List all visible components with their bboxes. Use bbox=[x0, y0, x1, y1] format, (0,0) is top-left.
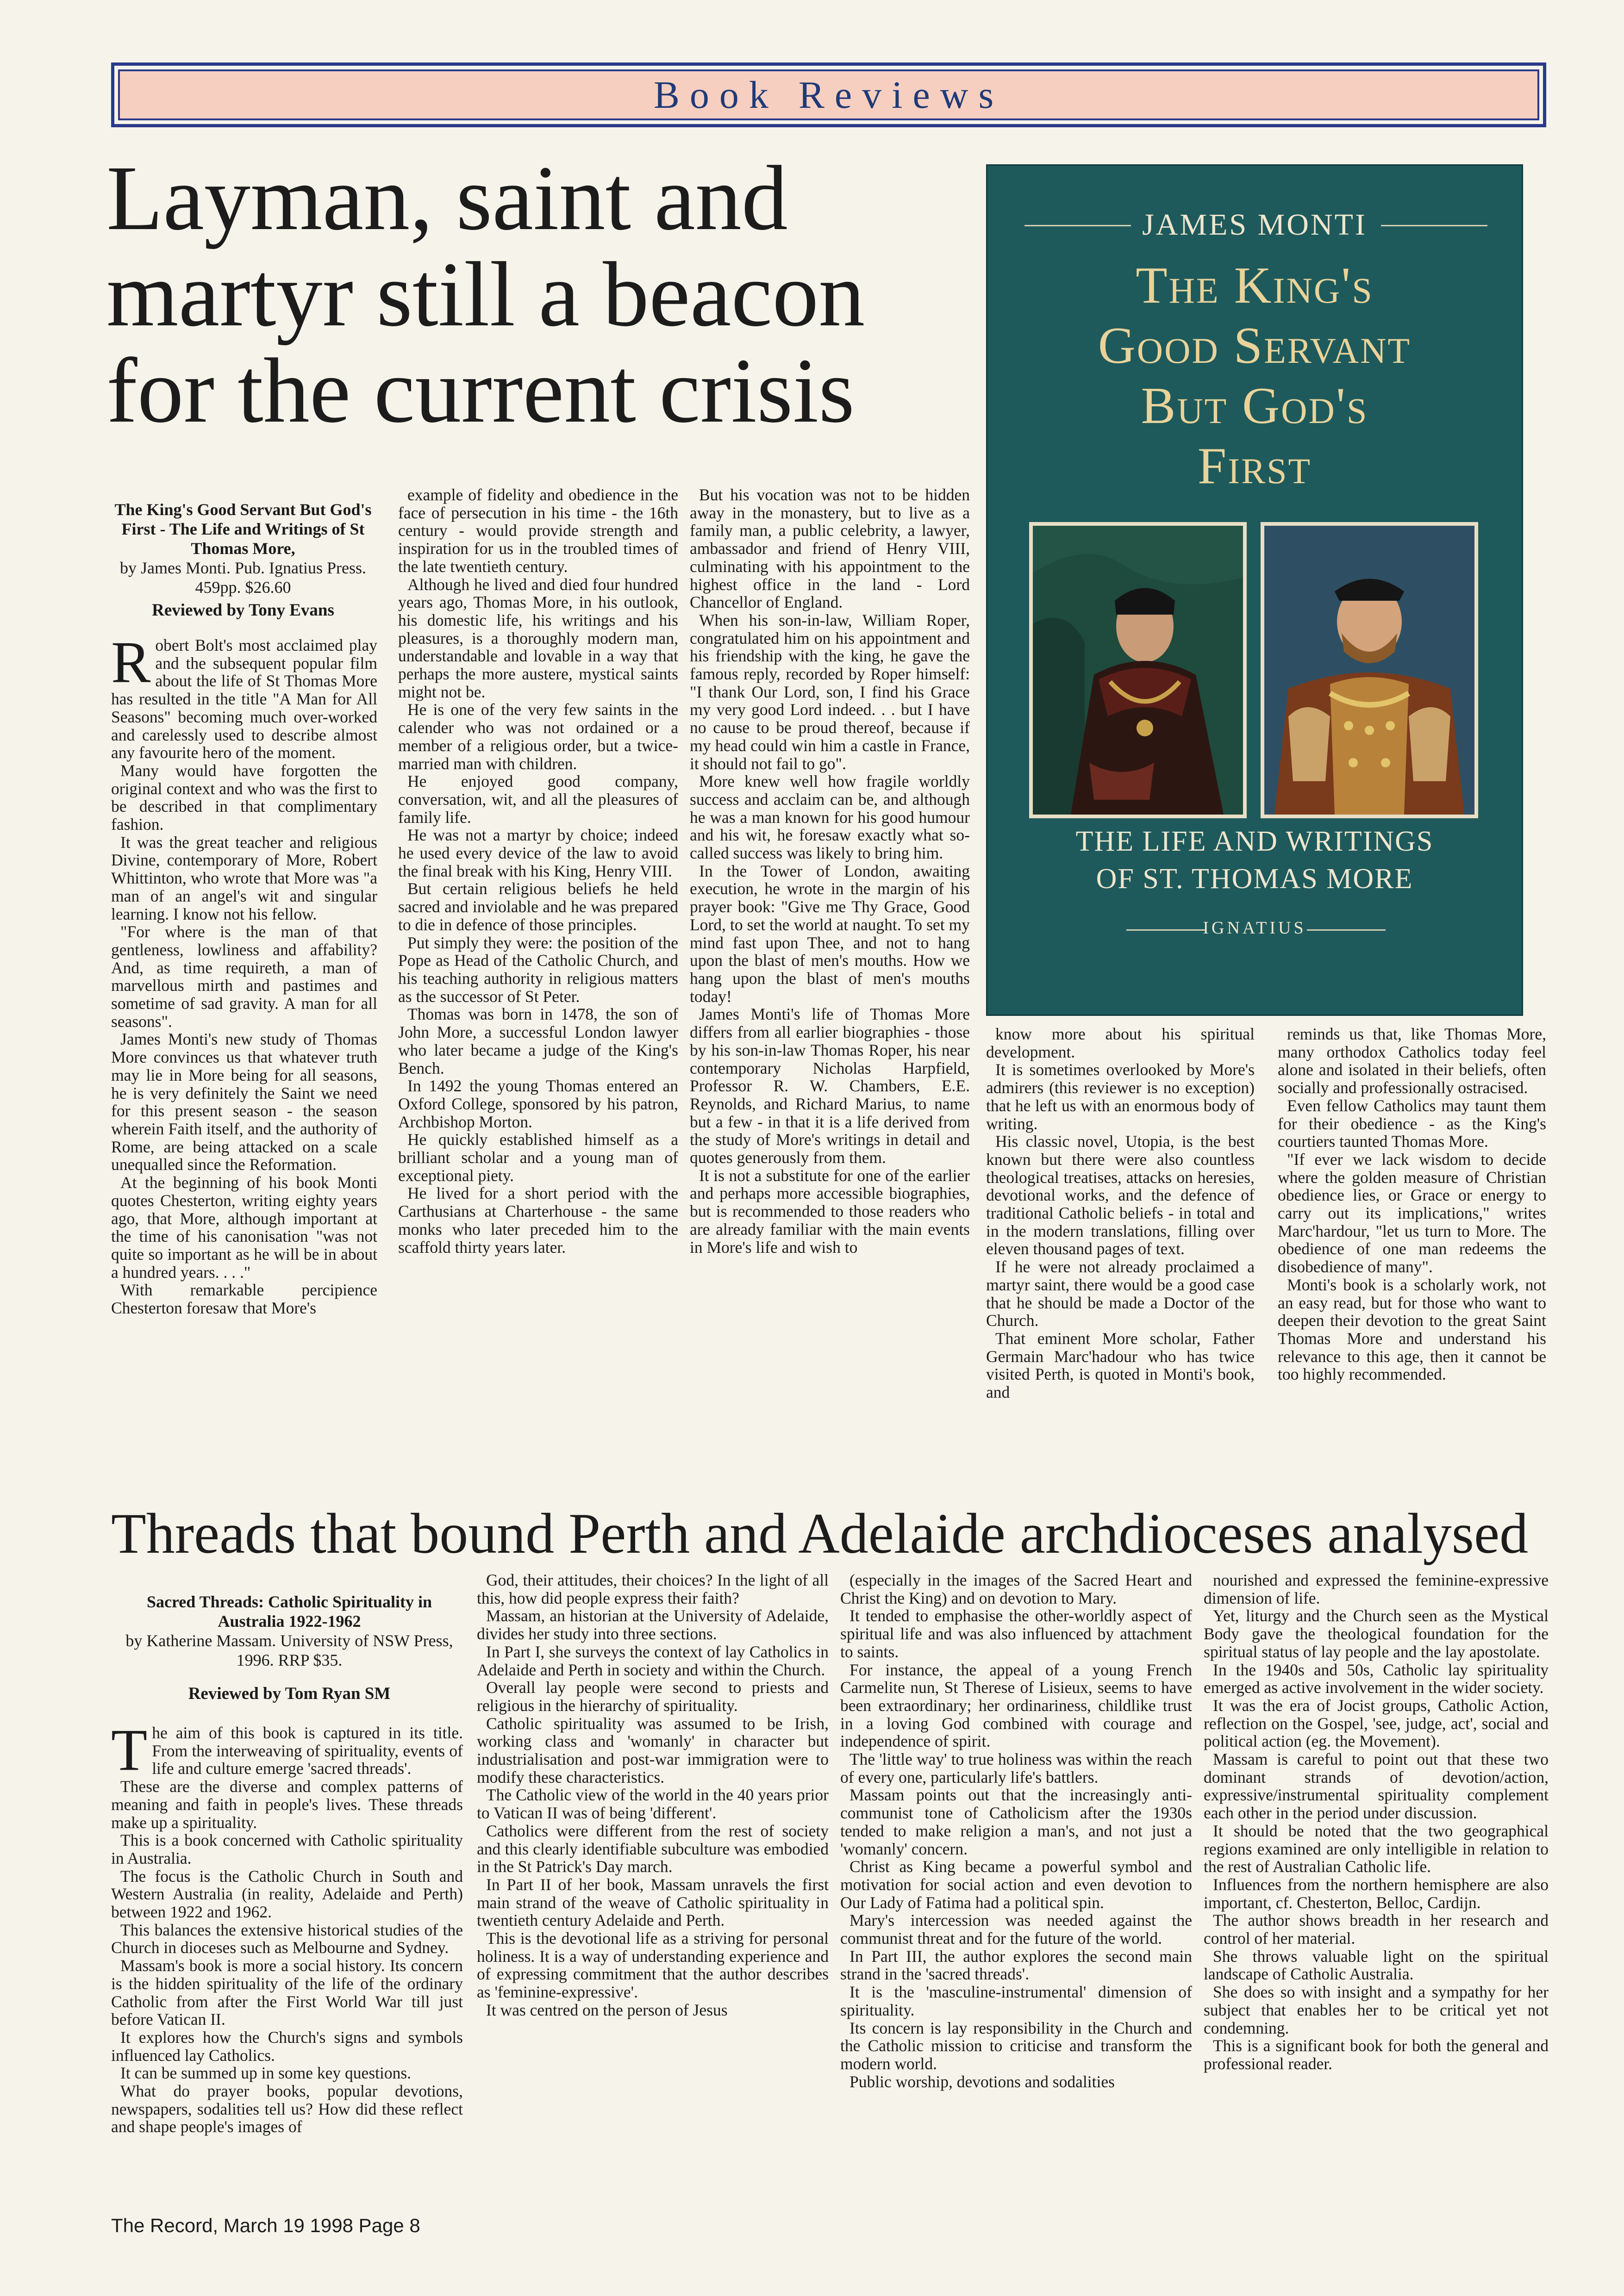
review1-column-4 bbox=[986, 1025, 1255, 1472]
paragraph: The Catholic view of the world in the 40 years prior to Vatican II was of being 'different'. bbox=[477, 1786, 829, 1823]
paragraph: It tended to emphasise the other-worldly aspect of spiritual life and was also influenced by attachment to saints. bbox=[840, 1606, 1192, 1661]
paragraph: God, their attitudes, their choices? In the light of all this, how did people express their faith? bbox=[477, 1571, 829, 1607]
review2-book-info bbox=[113, 1592, 465, 1704]
paragraph: Massam's book is more a social history. Its concern is the hidden spirituality of the life of the ordinary Catholic from after the First World War till just before Vatican II. bbox=[111, 1956, 463, 2029]
paragraph: She throws valuable light on the spiritual landscape of Catholic Australia. bbox=[1204, 1947, 1549, 1984]
paragraph: It explores how the Church's signs and symbols influenced lay Catholics. bbox=[111, 2028, 463, 2065]
review1-reviewer: Reviewed by Tony Evans bbox=[152, 600, 334, 620]
paragraph: "If ever we lack wisdom to decide where the golden measure of Christian obedience lies, or Grace or energy to carry out its implications," writes Marc'hardour, "let us turn to More. The obedience of one man redeems the disobedience of many". bbox=[1278, 1150, 1546, 1276]
cover-subtitle-line: THE LIFE AND WRITINGS bbox=[1075, 826, 1434, 857]
review1-column-1 bbox=[111, 636, 377, 1472]
paragraph: Public worship, devotions and sodalities bbox=[849, 2072, 1115, 2091]
paragraph: Overall lay people were second to priests and religious in the hierarchy of spirituality. bbox=[477, 1678, 829, 1715]
paragraph: reminds us that, like Thomas More, many orthodox Catholics today feel alone and isolated in their beliefs, often socially and professionally ostracised. bbox=[1278, 1025, 1546, 1097]
paragraph: It was centred on the person of Jesus bbox=[486, 2000, 728, 2019]
paragraph: Yet, liturgy and the Church seen as the Mystical Body gave the theological foundation for the spiritual status of lay people and the lay apostolate. bbox=[1204, 1606, 1549, 1661]
page-footer: The Record, March 19 1998 Page 8 bbox=[111, 2215, 420, 2236]
paragraph: Massam, an historian at the University of Adelaide, divides her study into three sections. bbox=[477, 1606, 829, 1643]
paragraph: It is sometimes overlooked by More's admirers (this reviewer is no exception) that he left us with an enormous body of writing. bbox=[986, 1060, 1255, 1133]
paragraph: It was the great teacher and religious Divine, contemporary of More, Robert Whittinton, who wrote that More was "a man of an angel's wit and singular learning. I know not his fellow. bbox=[111, 833, 377, 923]
cover-title bbox=[987, 256, 1522, 497]
paragraph: Robert Bolt's most acclaimed play and the subsequent popular film about the life of St Thomas More has resulted in the title "A Man for All Seasons" becoming much over-worked and carelessly used to describe almost any favourite hero of the moment. bbox=[111, 636, 377, 762]
paragraph: Even fellow Catholics may taunt them for their obedience - as the King's courtiers taunted Thomas More. bbox=[1278, 1096, 1546, 1151]
paragraph: He lived for a short period with the Carthusians at Charterhouse - the same monks who later preceded him to the scaffold thirty years later. bbox=[398, 1184, 678, 1257]
paragraph: (especially in the images of the Sacred Heart and Christ the King) and on devotion to Mary. bbox=[840, 1571, 1192, 1607]
review2-reviewer: Reviewed by Tom Ryan SM bbox=[188, 1684, 391, 1704]
paragraph: He is one of the very few saints in the calender who was not ordained or a member of a religious order, but a twice-married man with children. bbox=[398, 700, 678, 773]
paragraph: Massam points out that the increasingly anti-communist tone of Catholicism after the 1930s tended to make religion a man's, and not just a 'womanly' concern. bbox=[840, 1786, 1192, 1858]
paragraph: In Part II of her book, Massam unravels the first main strand of the weave of Catholic spirituality in twentieth century Adelaide and Perth. bbox=[477, 1875, 829, 1930]
review2-column-3 bbox=[840, 1571, 1192, 2194]
review1-column-2 bbox=[398, 486, 678, 1472]
paragraph: know more about his spiritual development. bbox=[986, 1025, 1255, 1061]
paragraph: James Monti's new study of Thomas More convinces us that whatever truth may lie in More being for all seasons, he is very definitely the Saint we need for this present season - the season wherein Faith itself, and the authority of Rome, are being attacked on a scale unequalled since the Reformation. bbox=[111, 1030, 377, 1174]
paragraph: More knew well how fragile worldly success and acclaim can be, and although he was a man known for his good humour and his wit, he foresaw exactly what so-called success was likely to bring him. bbox=[690, 772, 970, 863]
paragraph: "For where is the man of that gentleness, lowliness and affability? And, as time requireth, a man of marvellous mirth and pastimes and sometime of sad gravity. A man for all seasons". bbox=[111, 922, 377, 1031]
paragraph: But his vocation was not to be hidden away in the monastery, but to live as a family man, a public celebrity, a lawyer, ambassador and friend of Henry VIII, culminating with his appointment to the highest office in the land - Lord Chancellor of England. bbox=[690, 486, 970, 612]
paragraph: Many would have forgotten the original context and who was the first to be described in that complimentary fashion. bbox=[111, 761, 377, 834]
paragraph: It was the era of Jocist groups, Catholic Action, reflection on the Gospel, 'see, judge, act', social and political action (eg. the Movement). bbox=[1204, 1696, 1549, 1751]
paragraph: This is a significant book for both the general and professional reader. bbox=[1204, 2036, 1549, 2073]
paragraph: nourished and expressed the feminine-expressive dimension of life. bbox=[1204, 1571, 1549, 1607]
paragraph: The focus is the Catholic Church in South and Western Australia (in reality, Adelaide and Perth) between 1922 and 1962. bbox=[111, 1867, 463, 1922]
paragraph: It is not a substitute for one of the earlier and perhaps more accessible biographies, but is recommended to those readers who are already familiar with the main events in More's life and wish to bbox=[690, 1166, 970, 1257]
cover-publisher: IGNATIUS bbox=[1203, 918, 1306, 938]
paragraph: example of fidelity and obedience in the face of persecution in his time - the 16th century - would provide strength and inspiration for us in the troubled times of the late twentieth century. bbox=[398, 486, 678, 576]
book-cover-image bbox=[986, 164, 1523, 1016]
paragraph: Thomas was born in 1478, the son of John More, a successful London lawyer who later became a judge of the King's Bench. bbox=[398, 1005, 678, 1077]
cover-subtitle-line: OF ST. THOMAS MORE bbox=[1096, 863, 1413, 895]
paragraph: In Part III, the author explores the second main strand in the 'sacred threads'. bbox=[840, 1947, 1192, 1984]
paragraph: The aim of this book is captured in its title. From the interweaving of spirituality, events of life and culture emerge 'sacred threads'. bbox=[111, 1724, 463, 1783]
cover-title-line: The King's bbox=[1136, 257, 1374, 314]
paragraph: At the beginning of his book Monti quotes Chesterton, writing eighty years ago, that More, although important at the time of his canonisation "was not quite so important as he will be in about a hundred years. . . ." bbox=[111, 1173, 377, 1282]
section-banner bbox=[111, 62, 1546, 127]
paragraph: Mary's intercession was needed against the communist threat and for the future of the world. bbox=[840, 1911, 1192, 1948]
paragraph: Monti's book is a scholarly work, not an easy read, but for those who want to deepen their devotion to the great Saint Thomas More and understand his relevance to this age, then it cannot be too highly recommended. bbox=[1278, 1275, 1546, 1384]
paragraph: The author shows breadth in her research and control of her material. bbox=[1204, 1911, 1549, 1948]
paragraph: Although he lived and died four hundred years ago, Thomas More, in his outlook, his domestic life, his writings and his pleasures, is a thoroughly modern man, understandable and lovable in a way that perhaps the more austere, mystical saints might not be. bbox=[398, 575, 678, 701]
paragraph: But certain religious beliefs he held sacred and inviolable and he was prepared to die in defence of those principles. bbox=[398, 879, 678, 934]
cover-title-line: But God's bbox=[1141, 377, 1368, 435]
paragraph: Massam is careful to point out that these two dominant strands of devotion/action, expressive/instrumental spirituality complement each other in the period under discussion. bbox=[1204, 1750, 1549, 1823]
cover-author: JAMES MONTI bbox=[1142, 208, 1367, 242]
review1-headline: Layman, saint and martyr still a beacon for the current crisis bbox=[106, 147, 865, 442]
paragraph: This is a book concerned with Catholic spirituality in Australia. bbox=[111, 1831, 463, 1867]
paragraph: James Monti's life of Thomas More differs from all earlier biographies - those by his son-in-law Thomas Roper, his near contemporary Nicholas Harpfield, Professor R. W. Chambers, E.E. Reynolds, and Richard Marius, to name but a few - in that it is a life derived from the study of More's writings in detail and quotes generously from them. bbox=[690, 1005, 970, 1167]
paragraph: She does so with insight and a sympathy for her subject that enables her to be critical yet not condemning. bbox=[1204, 1983, 1549, 2037]
paragraph: He enjoyed good company, conversation, wit, and all the pleasures of family life. bbox=[398, 772, 678, 827]
review2-column-2 bbox=[477, 1571, 829, 2194]
paragraph: In 1492 the young Thomas entered an Oxford College, sponsored by his patron, Archbishop Morton. bbox=[398, 1076, 678, 1131]
paragraph: The 'little way' to true holiness was within the reach of every one, particularly life's battlers. bbox=[840, 1750, 1192, 1786]
paragraph: With remarkable percipience Chesterton foresaw that More's bbox=[111, 1281, 377, 1318]
paragraph: Its concern is lay responsibility in the Church and the Catholic mission to criticise and transform the modern world. bbox=[840, 2018, 1192, 2073]
paragraph: This balances the extensive historical studies of the Church in dioceses such as Melbourne and Sydney. bbox=[111, 1920, 463, 1957]
paragraph: This is the devotional life as a striving for personal holiness. It is a way of understanding experience and of expressing commitment that the author describes as 'feminine-expressive'. bbox=[477, 1929, 829, 2002]
paragraph: Catholic spirituality was assumed to be Irish, working class and 'womanly' in character but industrialisation and post-war immigration were to modify these characteristics. bbox=[477, 1714, 829, 1786]
paragraph: It is the 'masculine-instrumental' dimension of spirituality. bbox=[840, 1983, 1192, 2019]
review1-book-info bbox=[113, 500, 373, 620]
thomas-more-portrait bbox=[1029, 522, 1247, 818]
paragraph: In the 1940s and 50s, Catholic lay spirituality emerged as active involvement in the wider society. bbox=[1204, 1660, 1549, 1697]
paragraph: It can be summed up in some key questions. bbox=[120, 2064, 412, 2083]
paragraph: If he were not already proclaimed a martyr saint, there would be a good case that he should be made a Doctor of the Church. bbox=[986, 1257, 1255, 1330]
henry-viii-portrait bbox=[1261, 522, 1478, 818]
paragraph: For instance, the appeal of a young French Carmelite nun, St Therese of Lisieux, seems to have been extraordinary; her ordinariness, childlike trust in a loving God combined with courage and independence of spirit. bbox=[840, 1660, 1192, 1751]
review1-book-title: The King's Good Servant But God's First - The Life and Writings of St Thomas More, bbox=[114, 500, 372, 558]
paragraph: Influences from the northern hemisphere are also important, cf. Chesterton, Belloc, Cardijn. bbox=[1204, 1875, 1549, 1912]
paragraph: Catholics were different from the rest of society and this clearly identifiable subculture was embodied in the St Patrick's Day march. bbox=[477, 1821, 829, 1876]
cover-subtitle bbox=[987, 823, 1522, 897]
review2-book-details: by Katherine Massam. University of NSW Press, 1996. RRP $35. bbox=[125, 1631, 453, 1670]
section-label: Book Reviews bbox=[653, 73, 1004, 117]
paragraph: Put simply they were: the position of the Pope as Head of the Catholic Church, and his teaching authority in religious matters as the successor of St Peter. bbox=[398, 933, 678, 1006]
review2-book-title: Sacred Threads: Catholic Spirituality in Australia 1922-1962 bbox=[146, 1593, 432, 1631]
paragraph: Christ as King became a powerful symbol and motivation for social action and even devotion to Our Lady of Fatima had a political spin. bbox=[840, 1857, 1192, 1912]
review1-column-3 bbox=[690, 486, 970, 1472]
paragraph: When his son-in-law, William Roper, congratulated him on his appointment and his friendship with the king, he gave the famous reply, recorded by Roper himself: "I thank Our Lord, son, I find his Grace my very good Lord indeed. . . but I have no cause to be proud thereof, because if my head could win him a castle in France, it should not fail to go". bbox=[690, 610, 970, 773]
paragraph: What do prayer books, popular devotions, newspapers, sodalities tell us? How did these reflect and shape people's images of bbox=[111, 2082, 463, 2136]
paragraph: His classic novel, Utopia, is the best known but there were also countless theological treatises, attacks on heresies, devotional works, and the defence of traditional Catholic beliefs - in total and in the modern translations, filling over eleven thousand pages of text. bbox=[986, 1132, 1255, 1258]
paragraph: He quickly established himself as a brilliant scholar and a young man of exceptional piety. bbox=[398, 1130, 678, 1185]
paragraph: These are the diverse and complex patterns of meaning and faith in people's lives. These threads make up a spirituality. bbox=[111, 1777, 463, 1832]
review1-column-5 bbox=[1278, 1025, 1546, 1472]
review2-column-4 bbox=[1204, 1571, 1549, 2194]
cover-title-line: First bbox=[1197, 437, 1312, 495]
review2-column-1 bbox=[111, 1724, 463, 2194]
review2-headline: Threads that bound Perth and Adelaide archdioceses analysed bbox=[111, 1502, 1529, 1565]
paragraph: It should be noted that the two geographical regions examined are only intelligible in relation to the rest of Australian Catholic life. bbox=[1204, 1821, 1549, 1876]
paragraph: That eminent More scholar, Father Germain Marc'hadour who has twice visited Perth, is quoted in Monti's book, and bbox=[986, 1329, 1255, 1402]
paragraph: In the Tower of London, awaiting execution, he wrote in the margin of his prayer book: "Give me Thy Grace, Good Lord, to set the world at naught. To set my mind fast upon Thee, and not to hang upon the blast of men's mouths. How we hang upon the blast of men's mouths today! bbox=[690, 861, 970, 1006]
paragraph: In Part I, she surveys the context of lay Catholics in Adelaide and Perth in society and within the Church. bbox=[477, 1642, 829, 1679]
review1-book-details: by James Monti. Pub. Ignatius Press. 459pp. $26.60 bbox=[119, 559, 366, 597]
paragraph: He was not a martyr by choice; indeed he used every device of the law to avoid the final break with his King, Henry VIII. bbox=[398, 826, 678, 880]
cover-title-line: Good Servant bbox=[1098, 317, 1412, 374]
